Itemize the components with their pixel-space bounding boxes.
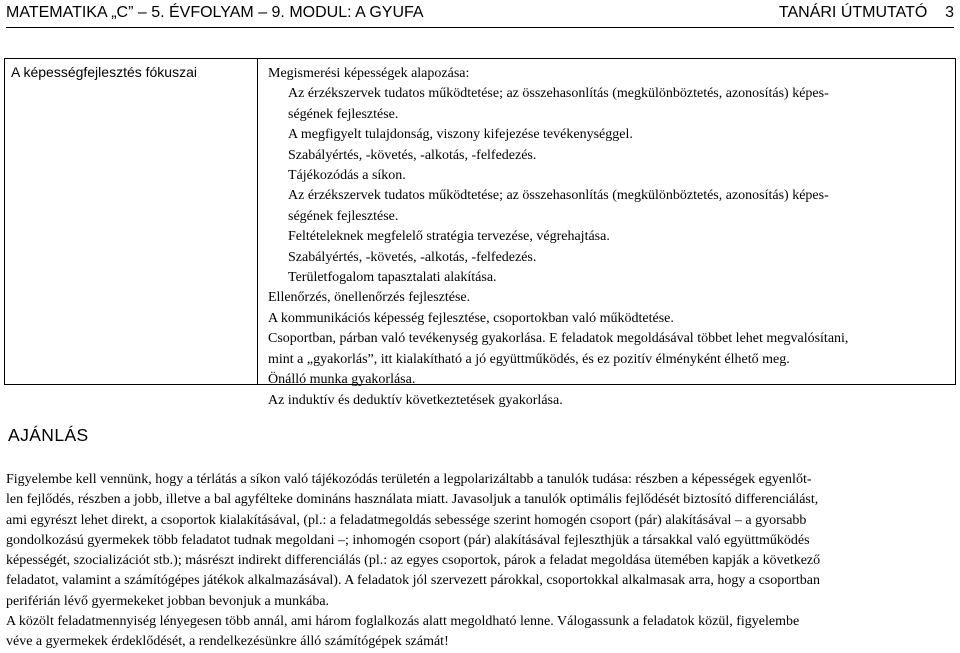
page-header: [6, 0, 954, 26]
focus-line: A kommunikációs képesség fejlesztése, csoportokban való működtetése.: [268, 310, 674, 326]
focus-line: Területfogalom tapasztalati alakítása.: [288, 270, 497, 286]
table-divider: [257, 59, 258, 384]
focus-line: ségének fejlesztése.: [288, 106, 399, 122]
recommendation-line: képességét, szocializációt stb.); másrészt indirekt differenciálás (pl.: az egyes csoportok, párok a feladat megoldása ütemében kapják a következő: [6, 553, 821, 569]
header-guide-label: TANÁRI ÚTMUTATÓ 3: [778, 4, 954, 21]
focus-line: Szabályértés, -követés, -alkotás, -felfedezés.: [288, 249, 537, 265]
recommendation-line: A közölt feladatmennyiség lényegesen több annál, ami három foglalkozás alatt megoldható lenne. Válogassunk a feladatok közül, figyelembe: [6, 614, 800, 630]
focus-line: Az érzékszervek tudatos működtetése; az összehasonlítás (megkülönböztetés, azonosítás) képes-: [288, 86, 829, 102]
recommendation-line: len fejlődés, részben a jobb, illetve a bal agyféltekе domináns használata miatt. Javasoljuk a tanulók optimális fejlődését biztosító differenciálást,: [6, 492, 819, 508]
focus-line: Önálló munka gyakorlása.: [268, 372, 416, 388]
focus-line: Csoportban, párban való tevékenység gyakorlása. E feladatok megoldásával többet lehet megvalósítani,: [268, 331, 849, 347]
focus-line: Ellenőrzés, önellenőrzés fejlesztése.: [268, 290, 471, 306]
recommendation-title: AJÁNLÁS: [8, 425, 89, 445]
recommendation-line: feladatot, valamint a számítógépes játékok alkalmazásával). A feladatok jól szervezett párokkal, csoportokkal alkalmasak arra, hogy a csoportban: [6, 573, 821, 589]
focus-line: Megismerési képességek alapozása:: [268, 66, 470, 81]
focus-table: [4, 58, 956, 408]
focus-line: Az induktív és deduktív következtetések gyakorlása.: [268, 392, 563, 408]
focus-table-content: [268, 64, 954, 411]
recommendation-text: [6, 470, 954, 653]
recommendation-line: Figyelembe kell vennünk, hogy a térlátás a síkon való tájékozódás területén a legpolarizáltabb a tanulók tudása: részben a képességek egyenlőt-: [6, 472, 812, 487]
focus-line: Szabályértés, -követés, -alkotás, -felfedezés.: [288, 147, 537, 163]
header-title: MATEMATIKA „C” – 5. ÉVFOLYAM – 9. MODUL: A GYUFA: [6, 4, 424, 21]
focus-line: ségének fejlesztése.: [288, 208, 399, 224]
recommendation-line: gondolkozású gyermekek több feladatot tudnak megoldani –; inhomogén csoport (pár) alakításával fejleszthjük a társakkal való együttműködés: [6, 532, 810, 548]
focus-line: Feltételeknek megfelelő stratégia tervezése, végrehajtása.: [288, 229, 610, 245]
focus-line: Tájékozódás a síkon.: [288, 168, 406, 184]
focus-line: A megfigyelt tulajdonság, viszony kifejezése tevékenységgel.: [288, 127, 633, 143]
focus-line: Az érzékszervek tudatos működtetése; az összehasonlítás (megkülönböztetés, azonosítás) képes-: [288, 188, 829, 204]
focus-table-label: A képességfejlesztés fókuszai: [11, 64, 197, 80]
focus-line: mint a „gyakorlás”, itt kialakítható a jó együttműködés, és ez pozitív élményként élhető meg.: [268, 351, 790, 367]
header-rule: [6, 27, 954, 28]
recommendation-line: ami egyrészt lehet direkt, a csoportok kialakításával, (pl.: a feladatmegoldás sebessége szerint homogén csoport (pár) alakításával – a gyorsabb: [6, 512, 807, 528]
recommendation-line: periférián lévő gyermekeket jobban bevonjuk a munkába.: [6, 593, 330, 609]
recommendation-line: véve a gyermekek érdeklődését, a rendelkezésünkre álló számítógépek számát!: [6, 634, 449, 650]
